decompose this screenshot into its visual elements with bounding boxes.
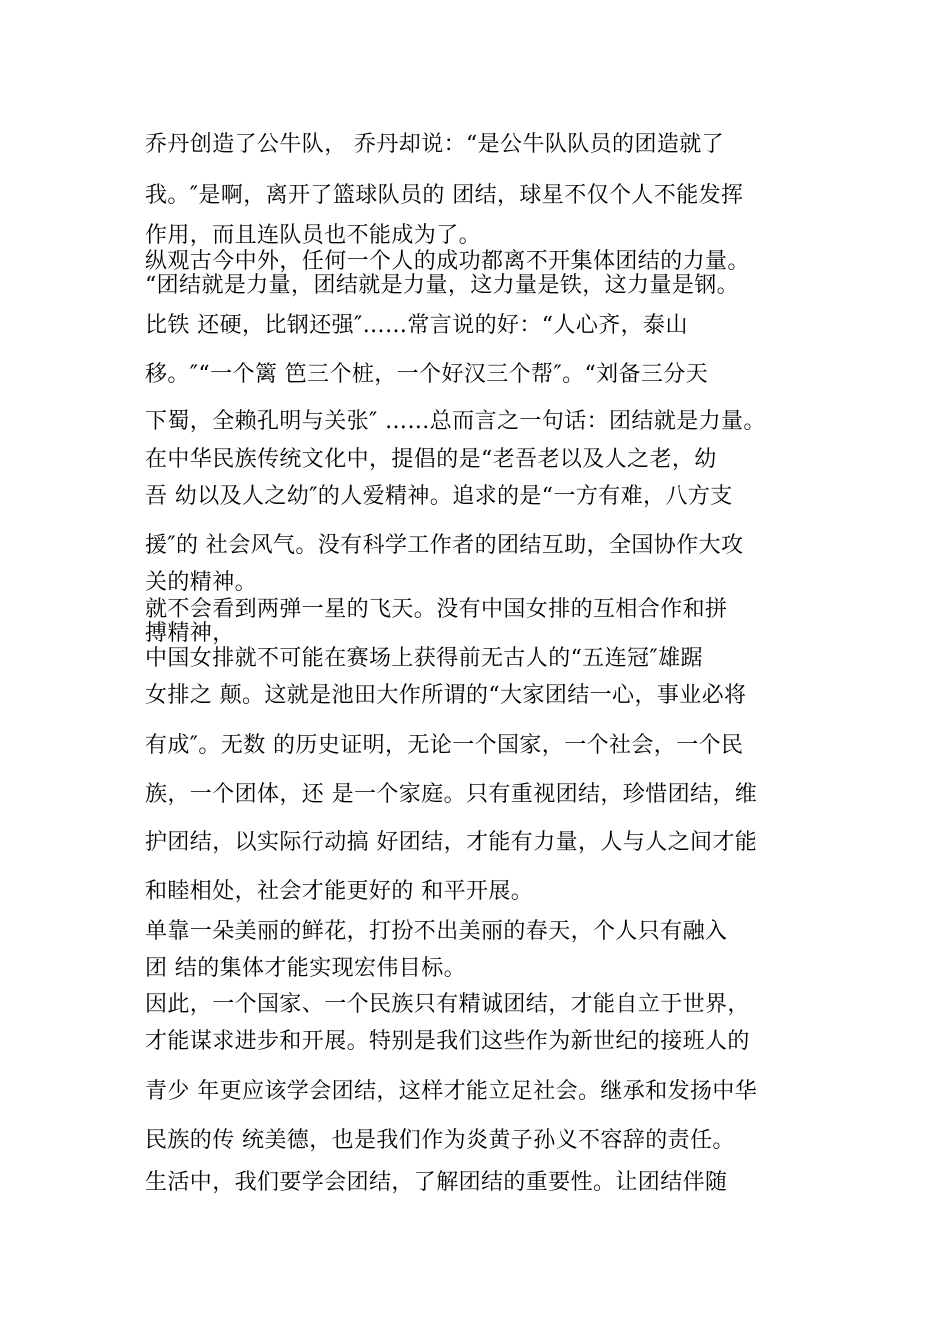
text-line: 单靠一朵美丽的鲜花，打扮不出美丽的春天，个人只有融入 [145, 919, 728, 944]
text-line: 搏精神， [145, 621, 235, 646]
text-line: 中国女排就不可能在赛场上获得前无古人的“五连冠″雄踞 [145, 646, 703, 671]
text-line: 有成″。无数 的历史证明，无论一个国家，一个社会，一个民 [145, 733, 744, 758]
text-line: 青少 年更应该学会团结，这样才能立足社会。继承和发扬中华 [145, 1079, 758, 1104]
text-line: 族，一个团体，还 是一个家庭。只有重视团结，珍惜团结，维 [145, 782, 758, 807]
text-line: 援″的 社会风气。没有科学工作者的团结互助，全国协作大攻 [145, 533, 744, 558]
text-line: 关的精神。 [145, 570, 258, 595]
text-line: 因此，一个国家、一个民族只有精诚团结，才能自立于世界， [145, 992, 750, 1017]
text-line: 我。″是啊，离开了篮球队员的 团结，球星不仅个人不能发挥 [145, 183, 744, 208]
text-line: 作用，而且连队员也不能成为了。 [145, 223, 482, 248]
text-line: 女排之 颠。这就是池田大作所谓的“大家团结一心，事业必将 [145, 683, 747, 708]
text-line: 纵观古今中外，任何一个人的成功都离不开集体团结的力量。 [145, 249, 750, 274]
text-line: 生活中，我们要学会团结，了解团结的重要性。让团结伴随 [145, 1170, 728, 1195]
text-line: 民族的传 统美德，也是我们作为炎黄子孙义不容辞的责任。 [145, 1128, 735, 1153]
text-line: 才能谋求进步和开展。特别是我们这些作为新世纪的接班人的 [145, 1029, 750, 1054]
text-line: 团 结的集体才能实现宏伟目标。 [145, 956, 466, 981]
text-line: 下蜀，全赖孔明与关张″ ……总而言之一句话：团结就是力量。 [145, 409, 766, 434]
text-line: 护团结，以实际行动搞 好团结，才能有力量，人与人之间才能 [145, 830, 758, 855]
text-line: “团结就是力量，团结就是力量，这力量是铁，这力量是钢。 [145, 273, 740, 298]
text-line: 移。″“一个篱 笆三个桩，一个好汉三个帮″。“刘备三分天 [145, 362, 709, 387]
text-line: 和睦相处，社会才能更好的 和平开展。 [145, 879, 534, 904]
text-line: 比铁 还硬，比钢还强″……常言说的好：“人心齐，泰山 [145, 313, 688, 338]
text-line: 乔丹创造了公牛队， 乔丹却说：“是公牛队队员的团造就了 [145, 132, 725, 157]
text-line: 在中华民族传统文化中，提倡的是“老吾老以及人之老，幼 [145, 447, 717, 472]
text-line: 就不会看到两弹一星的飞天。没有中国女排的互相合作和拼 [145, 597, 728, 622]
text-line: 吾 幼以及人之幼″的人爱精神。追求的是“一方有难，八方支 [145, 484, 733, 509]
